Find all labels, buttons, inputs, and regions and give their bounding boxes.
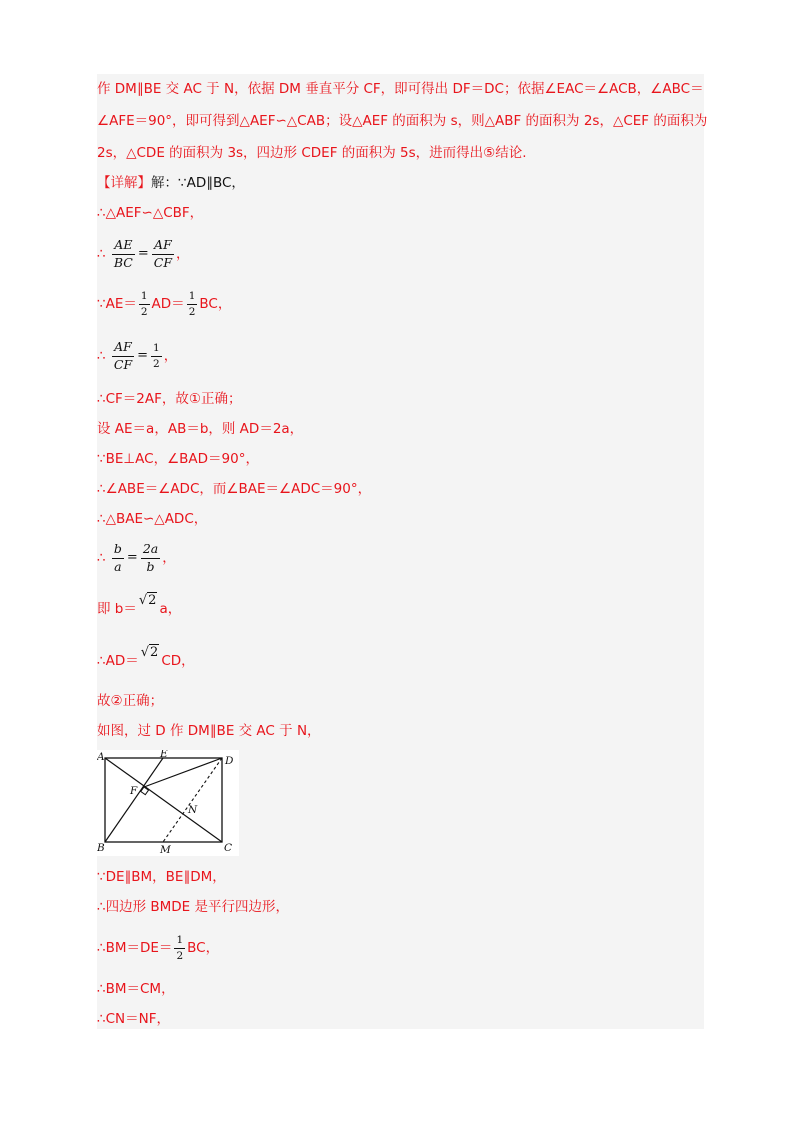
step-similar-aef-cbf: ∴△AEF∽△CBF， [97, 205, 204, 221]
fraction-one-half-c: $\frac{1}{2}$ [153, 342, 160, 370]
detail-intro: 解：∵AD∥BC， [151, 175, 245, 191]
step-parallelogram: ∴四边形 BMDE 是平行四边形， [97, 899, 290, 915]
step-cn-nf: ∴CN＝NF， [97, 1011, 170, 1027]
dashed-segment-dm [163, 758, 222, 842]
step-ratio-ae-bc: ∴ $\frac{AE}{BC}$ = $\frac{AF}{CF}$ ， [97, 237, 190, 270]
fraction-af-over-cf-2: $\frac{AF}{CF}$ [113, 339, 133, 372]
fraction-af-over-cf: $\frac{AF}{CF}$ [153, 237, 173, 270]
solution-content [97, 74, 708, 1029]
step-bm-de-half-bc: ∴BM＝DE＝ $\frac{1}{2}$ BC， [97, 934, 220, 962]
sqrt-two-b: √2 [140, 645, 159, 660]
fraction-ae-over-bc: $\frac{AE}{BC}$ [113, 237, 133, 270]
label-n: N [188, 804, 198, 816]
sqrt-two-a: √2 [138, 593, 157, 608]
detail-heading-line [97, 174, 245, 192]
fraction-one-half-a: $\frac{1}{2}$ [140, 290, 148, 318]
label-e: E [160, 750, 168, 760]
geometry-diagram [97, 750, 239, 856]
step-ae-half-ad: ∵AE＝ $\frac{1}{2}$ AD＝ $\frac{1}{2}$ BC， [97, 290, 232, 318]
fraction-2a-over-b: $\frac{2a}{b}$ [142, 541, 159, 574]
label-a: A [97, 751, 105, 763]
label-f: F [130, 785, 138, 797]
label-b: B [97, 842, 105, 854]
label-d: D [225, 755, 234, 767]
fraction-one-half-b: $\frac{1}{2}$ [188, 290, 196, 318]
step-de-parallel-bm: ∵DE∥BM，BE∥DM， [97, 869, 226, 885]
label-c: C [224, 842, 233, 854]
step-similar-bae-adc: ∴△BAE∽△ADC， [97, 511, 208, 527]
label-m: M [160, 844, 171, 856]
step-bm-cm: ∴BM＝CM， [97, 981, 175, 997]
step-ad-sqrt2-cd: ∴AD＝√2CD， [97, 645, 195, 669]
geometry-figure [97, 750, 239, 856]
step-conclusion-2: 故②正确； [97, 693, 164, 709]
step-angle-equal: ∴∠ABE＝∠ADC，而∠BAE＝∠ADC＝90°， [97, 481, 372, 497]
analysis-line-3: 2s，△CDE 的面积为 3s，四边形 CDEF 的面积为 5s，进而得出⑤结论. [97, 145, 527, 161]
analysis-line-1: 作 DM∥BE 交 AC 于 N，依据 DM 垂直平分 CF，即可得出 DF＝DC；依据∠EAC＝∠ACB，∠ABC＝ [97, 81, 704, 97]
detail-tag: 【详解】 [97, 175, 151, 191]
step-ratio-af-cf: ∴ $\frac{AF}{CF}$ = $\frac{1}{2}$ ， [97, 339, 178, 372]
segment-df [144, 758, 222, 787]
step-b-sqrt2-a: 即 b＝√2a， [97, 593, 182, 617]
segment-be [105, 758, 163, 842]
step-ratio-b-a: ∴ $\frac{b}{a}$ = $\frac{2a}{b}$ ， [97, 541, 176, 574]
fraction-one-half-d: $\frac{1}{2}$ [176, 934, 184, 962]
diagonal-ac [105, 758, 222, 842]
step-construct-dm: 如图，过 D 作 DM∥BE 交 AC 于 N， [97, 723, 321, 739]
step-let-ae-ab: 设 AE＝a，AB＝b，则 AD＝2a， [97, 421, 304, 437]
analysis-line-2: ∠AFE＝90°，即可得到△AEF∽△CAB；设△AEF 的面积为 s，则△ABF 的面积为 2s，△CEF 的面积为 [97, 113, 708, 129]
step-cf-2af: ∴CF＝2AF，故①正确； [97, 391, 242, 407]
step-be-perp-ac: ∵BE⊥AC，∠BAD＝90°， [97, 451, 259, 467]
fraction-b-over-a: $\frac{b}{a}$ [113, 541, 122, 574]
